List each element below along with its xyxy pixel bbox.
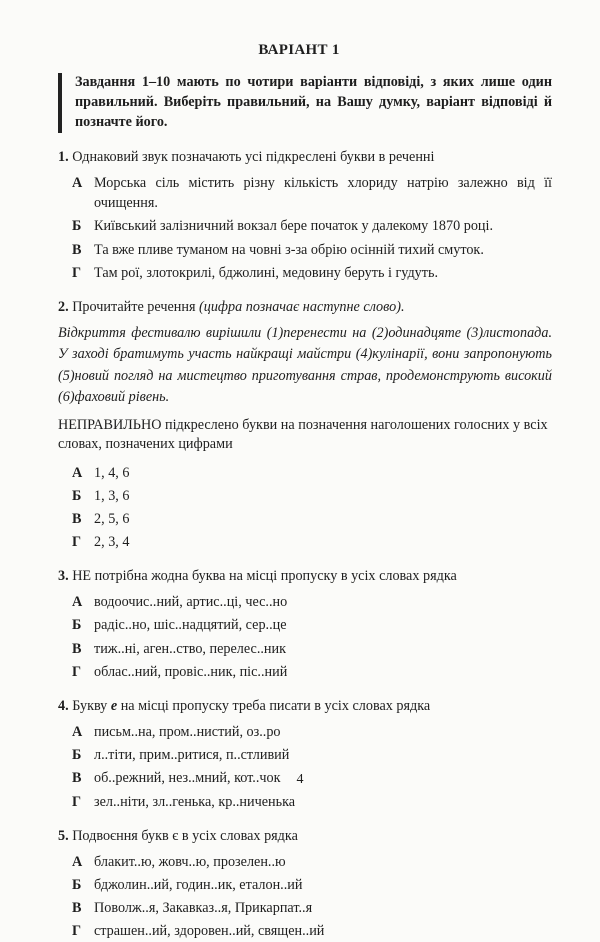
option-a[interactable]: А Морська сіль містить різну кількість хлориду натрію залежно від її очищення. (72, 175, 552, 212)
question-instruction: НЕПРАВИЛЬНО підкреслено букви на позначення наголошених голосних у всіх словах, позначених цифрами (58, 417, 548, 453)
option-a[interactable]: А 1, 4, 6 (72, 464, 130, 481)
option-a[interactable]: А блакит..ю, жовч..ю, прозелен..ю (72, 853, 286, 870)
question-number: 5. (58, 827, 69, 844)
option-v[interactable]: В об..режний, нез..мний, кот..чок (72, 770, 281, 787)
option-g[interactable]: Г зел..ніти, зл..генька, кр..ниченька (72, 793, 296, 810)
option-g[interactable]: Г Там рої, злотокрилі, бджолині, медовину беруть і гудуть. (72, 264, 438, 281)
options-list (58, 463, 552, 553)
option-g[interactable]: Г страшен..ий, здоровен..ий, священ..ий (72, 923, 325, 940)
option-b[interactable]: Б 1, 3, 6 (72, 487, 130, 504)
question-1 (58, 147, 552, 283)
target-letter: е (110, 697, 118, 714)
question-text-start: Букву (72, 697, 108, 714)
options-list (58, 852, 552, 942)
question-number: 2. (58, 298, 69, 315)
option-b[interactable]: Б бджолин..ий, годин..ик, еталон..ий (72, 877, 303, 894)
question-number: 4. (58, 697, 69, 714)
options-list (58, 722, 552, 812)
question-5 (58, 826, 552, 942)
question-4 (58, 696, 552, 812)
question-number: 3. (58, 568, 69, 585)
question-text: Прочитайте речення (72, 298, 196, 315)
page-number: 4 (296, 772, 304, 787)
option-g[interactable]: Г облас..ний, провіс..ник, піс..ний (72, 663, 288, 680)
question-text: Подвоєння букв є в усіх словах рядка (72, 827, 298, 844)
option-v[interactable]: В тиж..ні, аген..ство, перелес..ник (72, 640, 286, 657)
option-g[interactable]: Г 2, 3, 4 (72, 534, 130, 551)
reading-passage: Відкриття фестивалю вирішили (1)перенести на (2)одинадцяте (3)листопада. У заході братимуть участь найкращі майстри (4)кулінарії, вони запропонують (5)новий погляд на мистецтво приготування страв, продемонструють високий (6)фаховий рівень. (58, 325, 552, 405)
option-v[interactable]: В Поволж..я, Закавказ..я, Прикарпат..я (72, 900, 313, 917)
question-hint: (цифра позначає наступне слово). (199, 298, 405, 315)
option-b[interactable]: Б Київський залізничний вокзал бере початок у далекому 1870 році. (72, 218, 494, 235)
option-a[interactable]: А водоочис..ний, артис..ці, чес..но (72, 594, 288, 611)
question-text: Однаковий звук позначають усі підкреслені букви в реченні (72, 148, 435, 165)
question-3 (58, 566, 552, 682)
instructions-box: Завдання 1–10 мають по чотири варіанти відповіді, з яких лише один правильний. Виберіть правильний, на Вашу думку, варіант відповіді й позначте його. (58, 73, 552, 133)
option-b[interactable]: Б л..тіти, прим..ритися, п..стливий (72, 747, 290, 764)
question-text-end: на місці пропуску треба писати в усіх словах рядка (120, 697, 431, 714)
variant-title: ВАРІАНТ 1 (258, 42, 340, 58)
option-a[interactable]: А письм..на, пром..нистий, оз..ро (72, 724, 281, 741)
question-2 (58, 297, 552, 552)
options-list (58, 592, 552, 682)
option-v[interactable]: В 2, 5, 6 (72, 510, 130, 527)
option-b[interactable]: Б радіс..но, шіс..надцятий, сер..це (72, 617, 287, 634)
question-text: НЕ потрібна жодна буква на місці пропуску в усіх словах рядка (72, 568, 457, 585)
options-list (58, 173, 552, 283)
option-v[interactable]: В Та вже пливе туманом на човні з-за обрію осінній тихий смуток. (72, 241, 484, 258)
question-number: 1. (58, 148, 69, 165)
